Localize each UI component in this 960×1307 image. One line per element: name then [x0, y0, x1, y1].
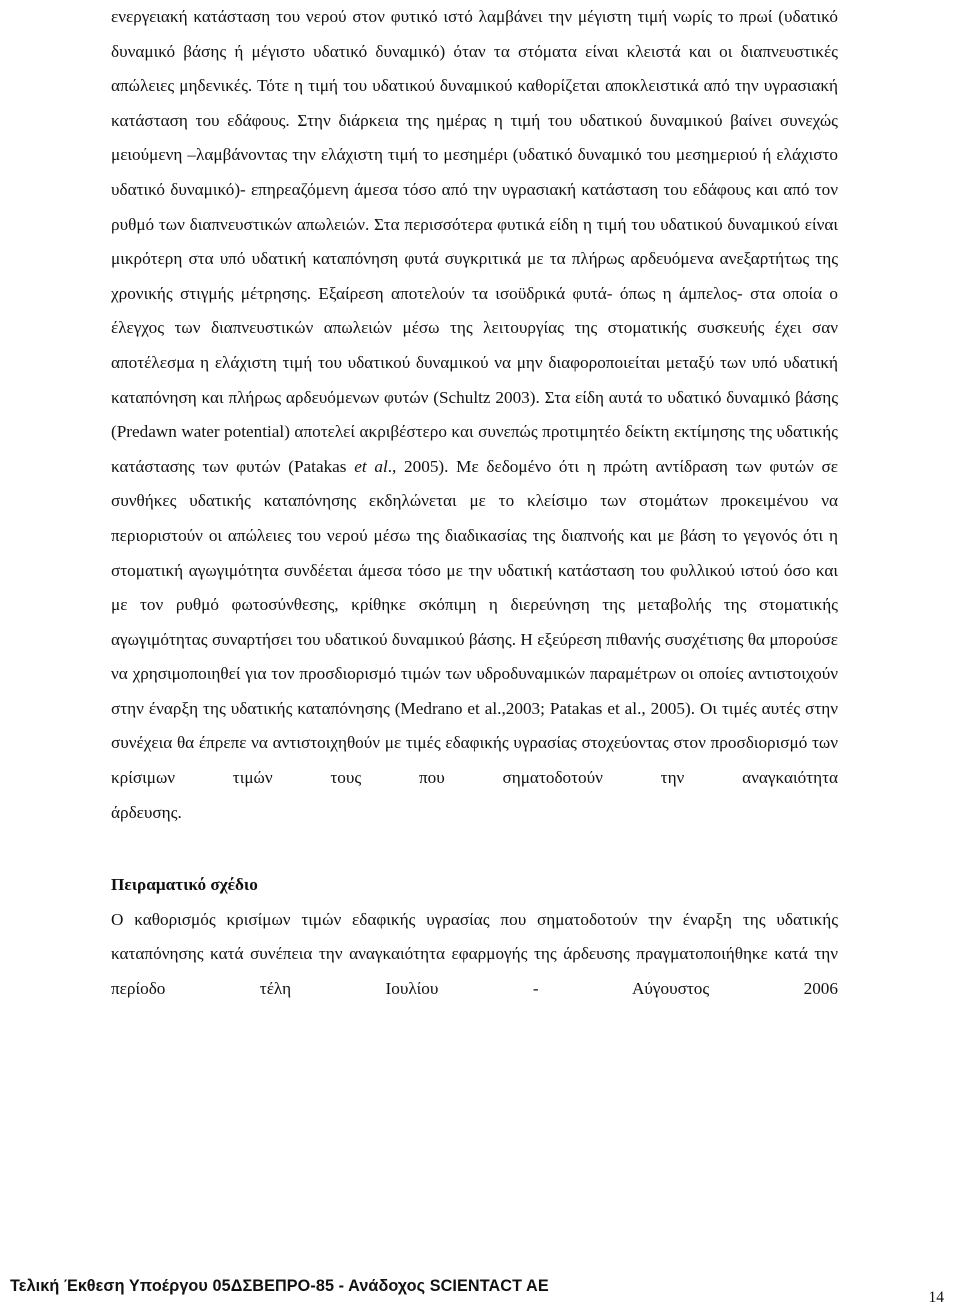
- body-paragraph: [111, 0, 838, 830]
- paragraph-text-continued: ., 2005). Με δεδομένο ότι η πρώτη αντίδραση των φυτών σε συνθήκες υδατικής καταπόνησης εκδηλώνεται με το κλείσιμο των στομάτων προκειμένου να περιοριστούν οι απώλειες του νερού μέσω της διαδικασίας της διαπνοής και με βάση το γεγονός ότι η στοματική αγωγιμότητα συνδέεται άμεσα τόσο με την υδατική κατάσταση του φυλλικού ιστού όσο και με τον ρυθμό φωτοσύνθεσης, κρίθηκε σκόπιμη η διερεύνηση της μεταβολής της στοματικής αγωγιμότητας συναρτήσει του υδατικού δυναμικού βάσης. Η εξεύρεση πιθανής συσχέτισης θα μπορούσε να χρησιμοποιηθεί για τον προσδιορισμό τιμών των υδροδυναμικών παραμέτρων οι οποίες αντιστοιχούν στην έναρξη της υδατικής καταπόνησης (Medrano et al.,2003; Patakas et al., 2005). Οι τιμές αυτές στην συνέχεια θα έπρεπε να αντιστοιχηθούν με τιμές εδαφικής υγρασίας στοχεύοντας στον προσδιορισμό των κρίσιμων τιμών τους που σηματοδοτούν την αναγκαιότητα: [111, 456, 838, 788]
- section-heading: Πειραματικό σχέδιο: [111, 875, 258, 895]
- section-paragraph: [111, 903, 838, 1007]
- section-spacer: [111, 830, 838, 868]
- italic-citation: et al: [354, 456, 388, 476]
- paragraph-last-line: άρδευσης.: [111, 802, 182, 822]
- page-number: 14: [928, 1289, 944, 1306]
- document-body: [111, 0, 838, 1007]
- paragraph-text: ενεργειακή κατάσταση του νερού στον φυτικό ιστό λαμβάνει την μέγιστη τιμή νωρίς το πρωί (υδατικό δυναμικό βάσης ή μέγιστο υδατικό δυναμικό) όταν τα στόματα είναι κλειστά και οι διαπνευστικές απώλειες μηδενικές. Τότε η τιμή του υδατικού δυναμικού καθορίζεται αποκλειστικά από την υγρασιακή κατάσταση του εδάφους. Στην διάρκεια της ημέρας η τιμή του υδατικού δυναμικού βαίνει συνεχώς μειούμενη –λαμβάνοντας την ελάχιστη τιμή το μεσημέρι (υδατικό δυναμικό του μεσημεριού ή ελάχιστο υδατικό δυναμικό)- επηρεαζόμενη άμεσα τόσο από την υγρασιακή κατάσταση του εδάφους και από τον ρυθμό των διαπνευστικών απωλειών. Στα περισσότερα φυτικά είδη η τιμή του υδατικού δυναμικού είναι μικρότερη στα υπό υδατική καταπόνηση φυτά συγκριτικά με τα πλήρως αρδευόμενα ανεξαρτήτως της χρονικής στιγμής μέτρησης. Εξαίρεση αποτελούν τα ισοϋδρικά φυτά- όπως η άμπελος- στα οποία ο έλεγχος των διαπνευστικών απωλειών μέσω της λειτουργίας της στοματικής συσκευής έχει σαν αποτέλεσμα η ελάχιστη τιμή του υδατικού δυναμικού να μην διαφοροποιείται μεταξύ των υπό υδατική καταπόνηση και πλήρως αρδευόμενων φυτών (Schultz 2003). Στα είδη αυτά το υδατικό δυναμικό βάσης (Predawn water potential) αποτελεί ακριβέστερο και συνεπώς προτιμητέο δείκτη εκτίμησης της υδατικής κατάστασης των φυτών (Patakas: [111, 7, 838, 476]
- section-paragraph-text: Ο καθορισμός κρισίμων τιμών εδαφικής υγρασίας που σηματοδοτούν την έναρξη της υδατικής καταπόνησης κατά συνέπεια την αναγκαιότητα εφαρμογής της άρδευσης πραγματοποιήθηκε κατά την περίοδο τέλη Ιουλίου - Αύγουστος 2006: [111, 909, 838, 999]
- page-footer: [10, 1276, 950, 1305]
- footer-title: Τελική Έκθεση Υποέργου 05ΔΣΒΕΠΡΟ-85 - Ανάδοχος SCIENTACT AE: [10, 1277, 549, 1295]
